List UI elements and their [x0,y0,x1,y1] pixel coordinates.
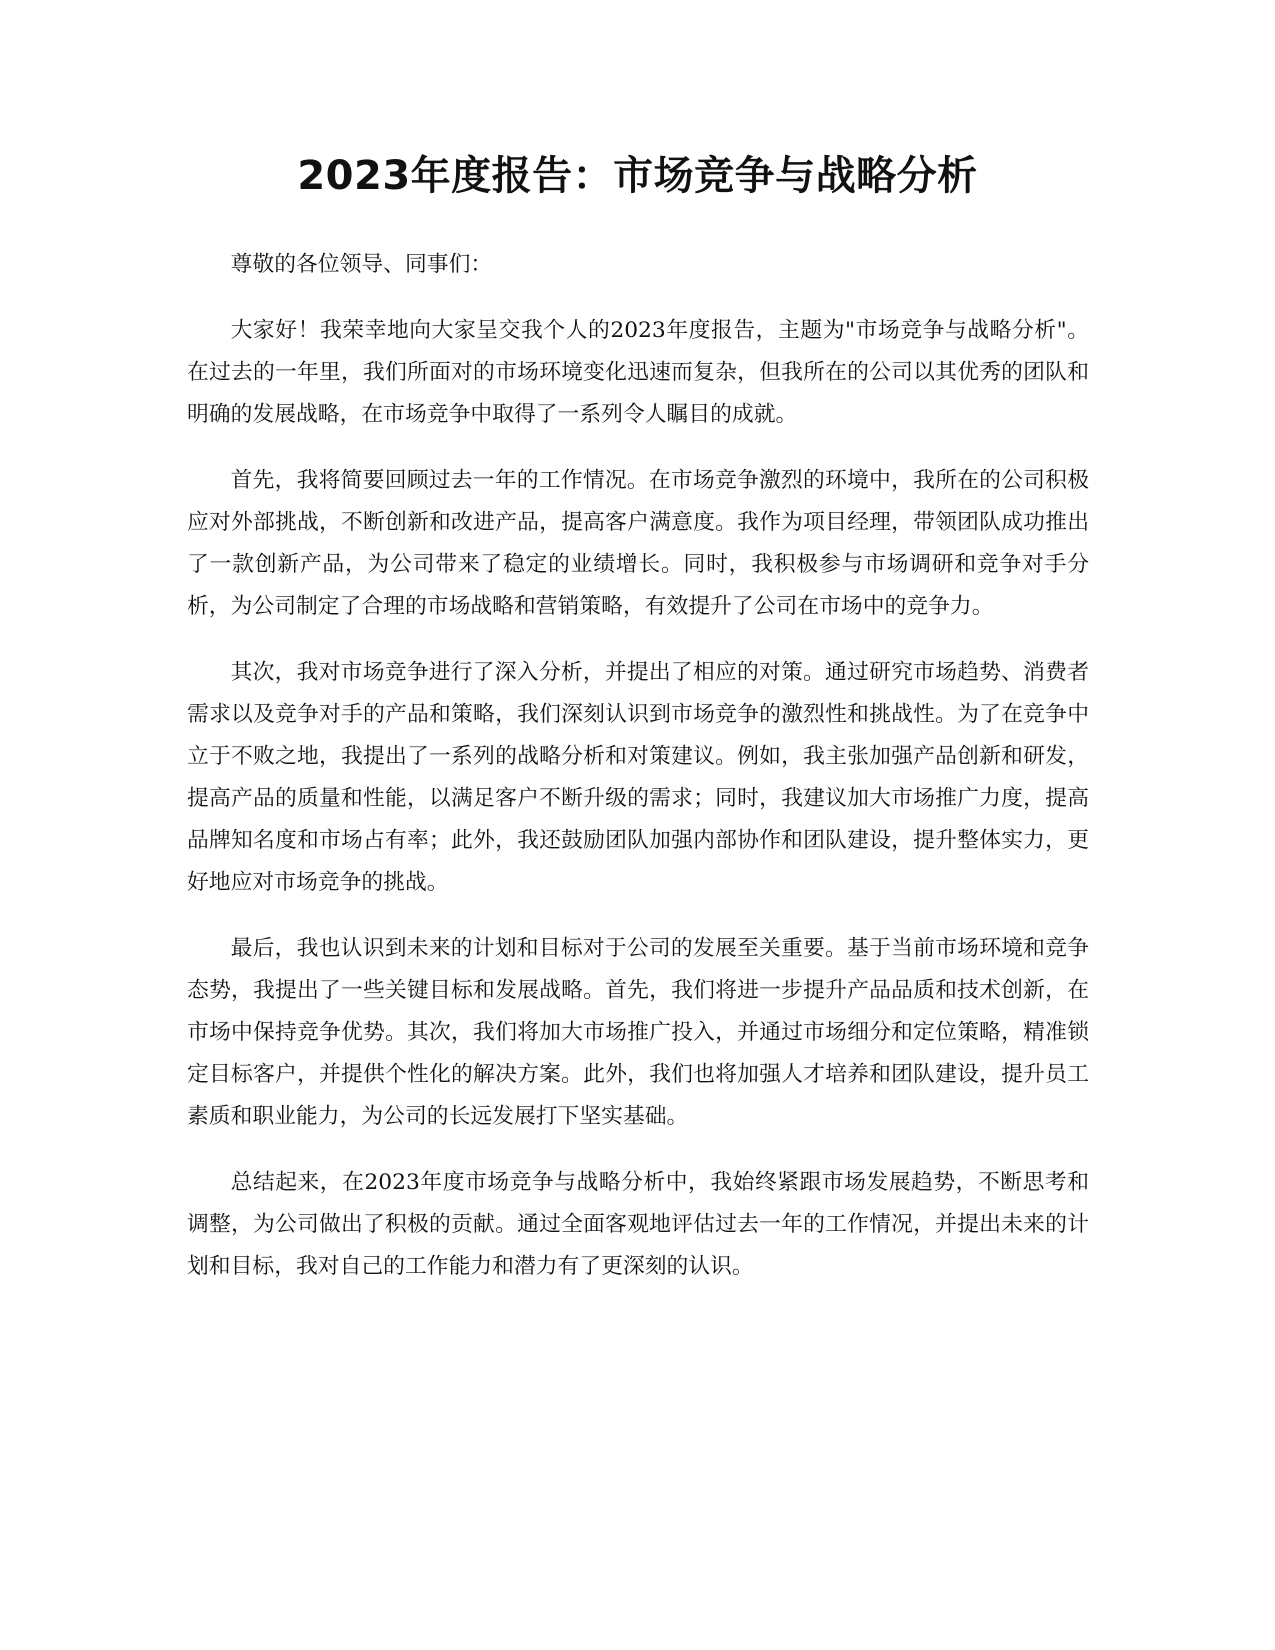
paragraph-analysis: 其次，我对市场竞争进行了深入分析，并提出了相应的对策。通过研究市场趋势、消费者需求以及竞争对手的产品和策略，我们深刻认识到市场竞争的激烈性和挑战性。为了在竞争中立于不败之地，我提出了一系列的战略分析和对策建议。例如，我主张加强产品创新和研发，提高产品的质量和性能，以满足客户不断升级的需求；同时，我建议加大市场推广力度，提高品牌知名度和市场占有率；此外，我还鼓励团队加强内部协作和团队建设，提升整体实力，更好地应对市场竞争的挑战。 [187,660,1089,895]
paragraph-review: 首先，我将简要回顾过去一年的工作情况。在市场竞争激烈的环境中，我所在的公司积极应对外部挑战，不断创新和改进产品，提高客户满意度。我作为项目经理，带领团队成功推出了一款创新产品，为公司带来了稳定的业绩增长。同时，我积极参与市场调研和竞争对手分析，为公司制定了合理的市场战略和营销策略，有效提升了公司在市场中的竞争力。 [187,468,1089,619]
paragraph-summary: 总结起来，在2023年度市场竞争与战略分析中，我始终紧跟市场发展趋势，不断思考和调整，为公司做出了积极的贡献。通过全面客观地评估过去一年的工作情况，并提出未来的计划和目标，我对自己的工作能力和潜力有了更深刻的认识。 [187,1170,1089,1279]
paragraph-salutation: 尊敬的各位领导、同事们： [230,252,493,277]
paragraph-plans: 最后，我也认识到未来的计划和目标对于公司的发展至关重要。基于当前市场环境和竞争态势，我提出了一些关键目标和发展战略。首先，我们将进一步提升产品品质和技术创新，在市场中保持竞争优势。其次，我们将加大市场推广投入，并通过市场细分和定位策略，精准锁定目标客户，并提供个性化的解决方案。此外，我们也将加强人才培养和团队建设，提升员工素质和职业能力，为公司的长远发展打下坚实基础。 [187,936,1089,1129]
page-title: 2023年度报告：市场竞争与战略分析 [297,153,978,199]
document-body [187,244,1089,1312]
paragraph-intro: 大家好！我荣幸地向大家呈交我个人的2023年度报告，主题为"市场竞争与战略分析"。在过去的一年里，我们所面对的市场环境变化迅速而复杂，但我所在的公司以其优秀的团队和明确的发展战略，在市场竞争中取得了一系列令人瞩目的成就。 [187,318,1089,427]
